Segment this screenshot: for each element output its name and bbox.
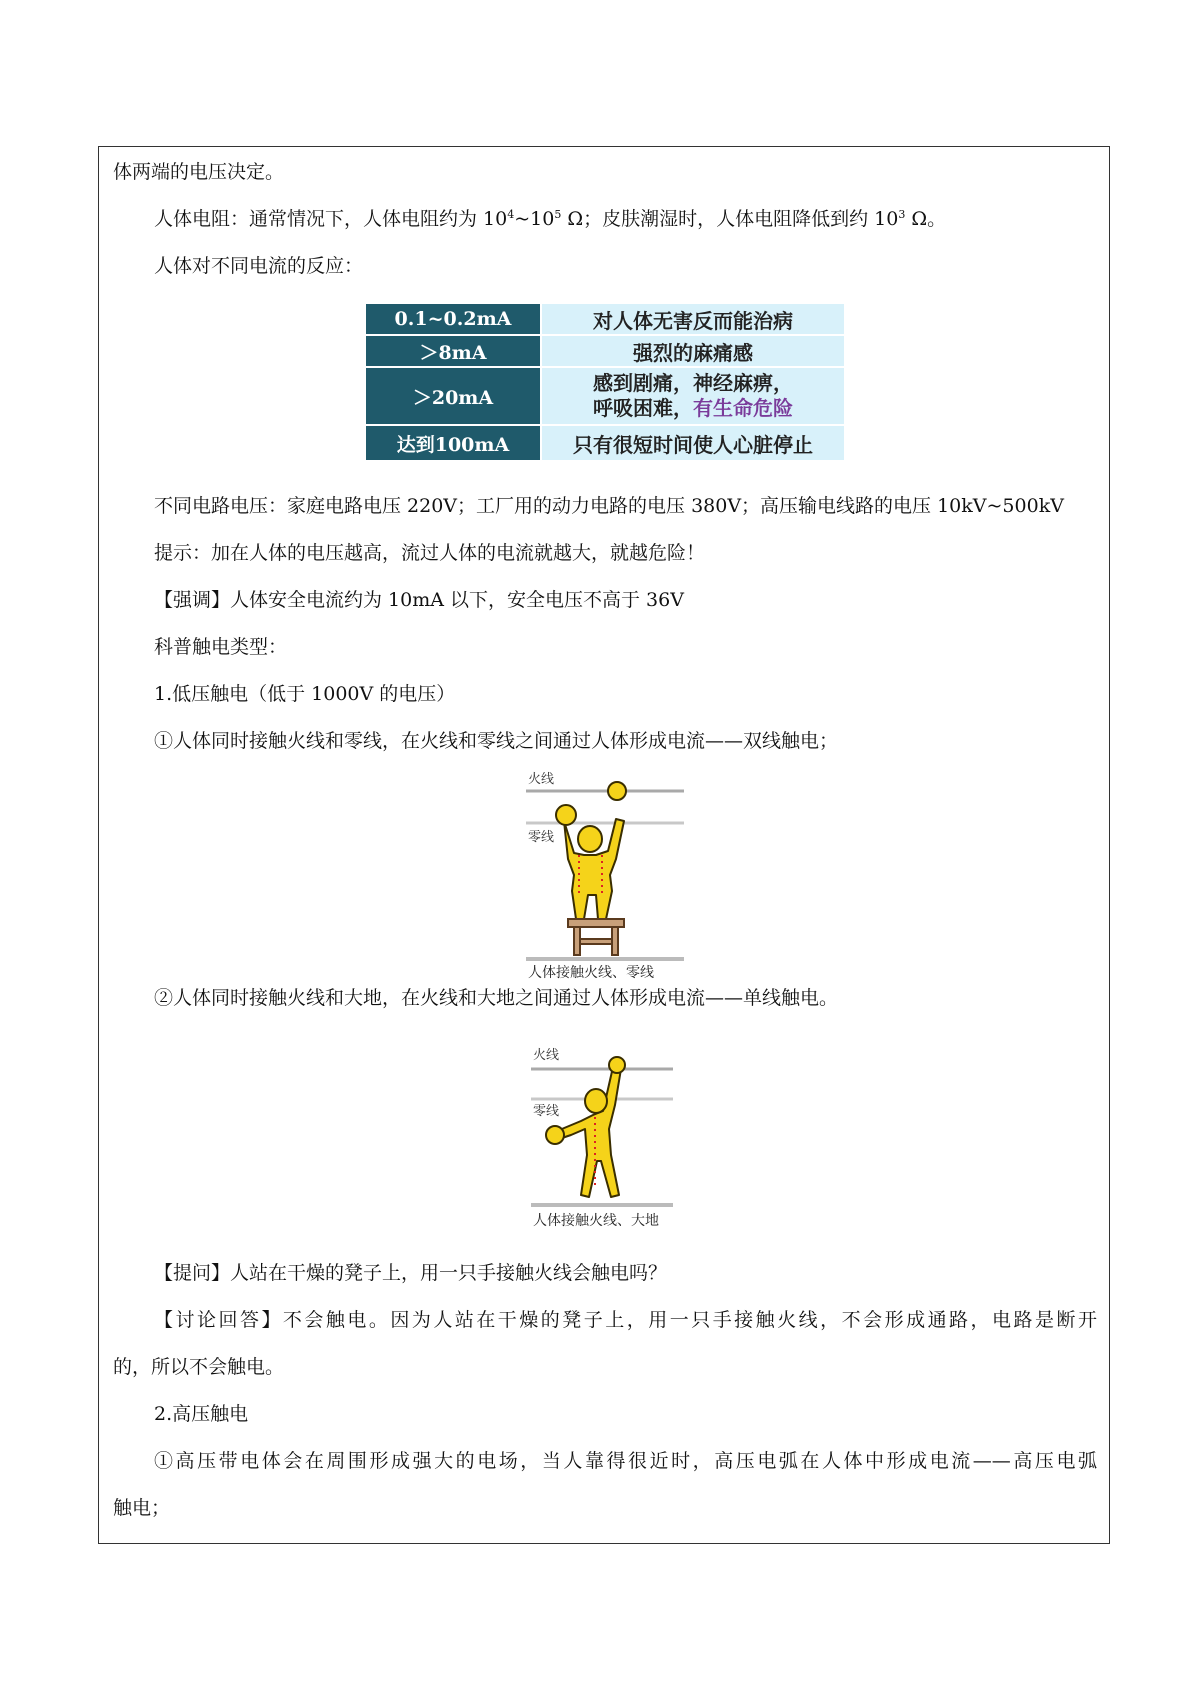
current-cell: ＞20mA	[365, 367, 541, 425]
table-row	[365, 303, 845, 335]
body-resistance-line: 人体电阻：通常情况下，人体电阻约为 $10^4\sim 10^5$ Ω；皮肤潮湿时，人体电阻降低到约 $10^3$ Ω。	[154, 208, 947, 230]
text-line-3: 人体对不同电流的反应：	[154, 255, 364, 277]
table-row	[365, 425, 845, 461]
effect-cell: 对人体无害反而能治病	[541, 303, 845, 335]
text-line-1: 体两端的电压决定。	[113, 161, 285, 183]
text-line-15: ①高压带电体会在周围形成强大的电场，当人靠得很近时，高压电弧在人体中形成电流——高压电弧	[154, 1450, 1097, 1472]
shocked-person-icon	[546, 1057, 625, 1197]
text-line-12: 【讨论回答】不会触电。因为人站在干燥的凳子上，用一只手接触火线，不会形成通路，电路是断开	[154, 1309, 1097, 1331]
live-wire-label: 火线	[528, 771, 555, 786]
effect-cell: 强烈的麻痛感	[541, 335, 845, 367]
danger-highlight: 有生命危险	[693, 396, 793, 420]
text-line-6: 【强调】人体安全电流约为 10mA 以下，安全电压不高于 36V	[154, 589, 684, 611]
text-line-11: 【提问】人站在干燥的凳子上，用一只手接触火线会触电吗？	[154, 1262, 668, 1284]
figure2-caption: 人体接触火线、大地	[533, 1212, 659, 1228]
current-cell: 达到100mA	[365, 425, 541, 461]
current-reaction-table	[364, 302, 846, 462]
live-wire-label: 火线	[533, 1047, 560, 1062]
content-frame	[98, 146, 1110, 1544]
text-line-13: 的，所以不会触电。	[113, 1356, 285, 1378]
current-cell: ＞8mA	[365, 335, 541, 367]
shocked-person-icon	[556, 782, 626, 919]
text-line-7: 科普触电类型：	[154, 636, 288, 658]
figure1-caption: 人体接触火线、零线	[528, 964, 654, 980]
table-row	[365, 367, 845, 425]
text-line-8: 1.低压触电（低于 1000V 的电压）	[154, 683, 456, 705]
text-line-5: 提示：加在人体的电压越高，流过人体的电流就越大，就越危险！	[154, 542, 706, 564]
effect-cell: 只有很短时间使人心脏停止	[541, 425, 845, 461]
single-wire-shock-figure	[531, 1045, 673, 1241]
current-cell: 0.1~0.2mA	[365, 303, 541, 335]
double-wire-shock-figure	[524, 763, 686, 981]
effect-cell: 感到剧痛，神经麻痹， 呼吸困难，有生命危险	[541, 367, 845, 425]
text-line-9: ①人体同时接触火线和零线，在火线和零线之间通过人体形成电流——双线触电；	[154, 730, 839, 752]
text-line-14: 2.高压触电	[154, 1403, 249, 1425]
text-line-16: 触电；	[113, 1497, 171, 1519]
neutral-wire-label: 零线	[533, 1103, 560, 1118]
text-line-10: ②人体同时接触火线和大地，在火线和大地之间通过人体形成电流——单线触电。	[154, 987, 839, 1009]
stool-icon	[568, 919, 624, 955]
text-line-4: 不同电路电压：家庭电路电压 220V；工厂用的动力电路的电压 380V；高压输电线路的电压 10kV~500kV	[154, 495, 1064, 517]
table-row	[365, 335, 845, 367]
neutral-wire-label: 零线	[528, 829, 555, 844]
